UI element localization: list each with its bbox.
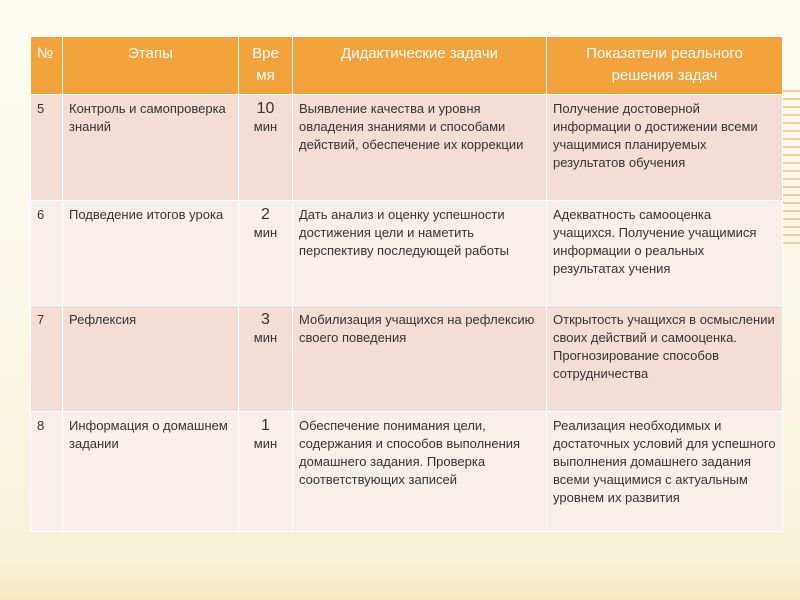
table-row xyxy=(31,201,783,306)
row-result: Адекватность самооценка учащихся. Получение учащимися информации о реальных результатах учения xyxy=(547,201,783,306)
row-number: 8 xyxy=(31,412,63,532)
table-row xyxy=(31,306,783,412)
row-task: Выявление качества и уровня овладения знаниями и способами действий, обеспечение их коррекции xyxy=(293,95,547,201)
row-result: Открытость учащихся в осмыслении своих действий и самооценка. Прогнозирование способов сотрудничества xyxy=(547,306,783,412)
row-time-value: 2 xyxy=(261,206,270,223)
row-number: 5 xyxy=(31,95,63,201)
row-time xyxy=(239,95,293,201)
row-number: 7 xyxy=(31,306,63,412)
header-time-line1: Вре xyxy=(252,45,279,62)
row-result: Получение достоверной информации о достижении всеми учащимися планируемых результатов обучения xyxy=(547,95,783,201)
row-time-value: 10 xyxy=(256,100,275,117)
row-task: Дать анализ и оценку успешности достижения цели и наметить перспективу последующей работы xyxy=(293,201,547,306)
row-time xyxy=(239,306,293,412)
row-time-value: 3 xyxy=(261,311,270,328)
row-number: 6 xyxy=(31,201,63,306)
row-stage: Подведение итогов урока xyxy=(63,201,239,306)
row-time-unit: мин xyxy=(253,436,278,451)
table-row xyxy=(31,412,783,532)
row-time-unit: мин xyxy=(253,330,278,345)
row-task: Мобилизация учащихся на рефлексию своего поведения xyxy=(293,306,547,412)
row-result: Реализация необходимых и достаточных условий для успешного выполнения домашнего задания всеми учащимися с актуальным уровнем их развития xyxy=(547,412,783,532)
row-time xyxy=(239,412,293,532)
header-results xyxy=(547,37,783,95)
row-time-unit: мин xyxy=(253,225,278,240)
header-number: № xyxy=(31,37,63,95)
header-results-line2: решения задач xyxy=(611,67,718,84)
row-stage: Рефлексия xyxy=(63,306,239,412)
row-time-value: 1 xyxy=(261,417,270,434)
header-didactic-tasks: Дидактические задачи xyxy=(293,37,547,95)
table-row xyxy=(31,95,783,201)
header-time xyxy=(239,37,293,95)
row-task: Обеспечение понимания цели, содержания и способов выполнения домашнего задания. Проверка соответствующих записей xyxy=(293,412,547,532)
lesson-stages-table xyxy=(30,36,783,532)
row-stage: Информация о домашнем задании xyxy=(63,412,239,532)
row-stage: Контроль и самопроверка знаний xyxy=(63,95,239,201)
row-time xyxy=(239,201,293,306)
header-results-line1: Показатели реального xyxy=(586,45,743,62)
header-time-line2: мя xyxy=(256,67,275,84)
header-stages: Этапы xyxy=(63,37,239,95)
table-header-row xyxy=(31,37,783,95)
decorative-bottom-band xyxy=(0,562,800,600)
row-time-unit: мин xyxy=(253,119,278,134)
